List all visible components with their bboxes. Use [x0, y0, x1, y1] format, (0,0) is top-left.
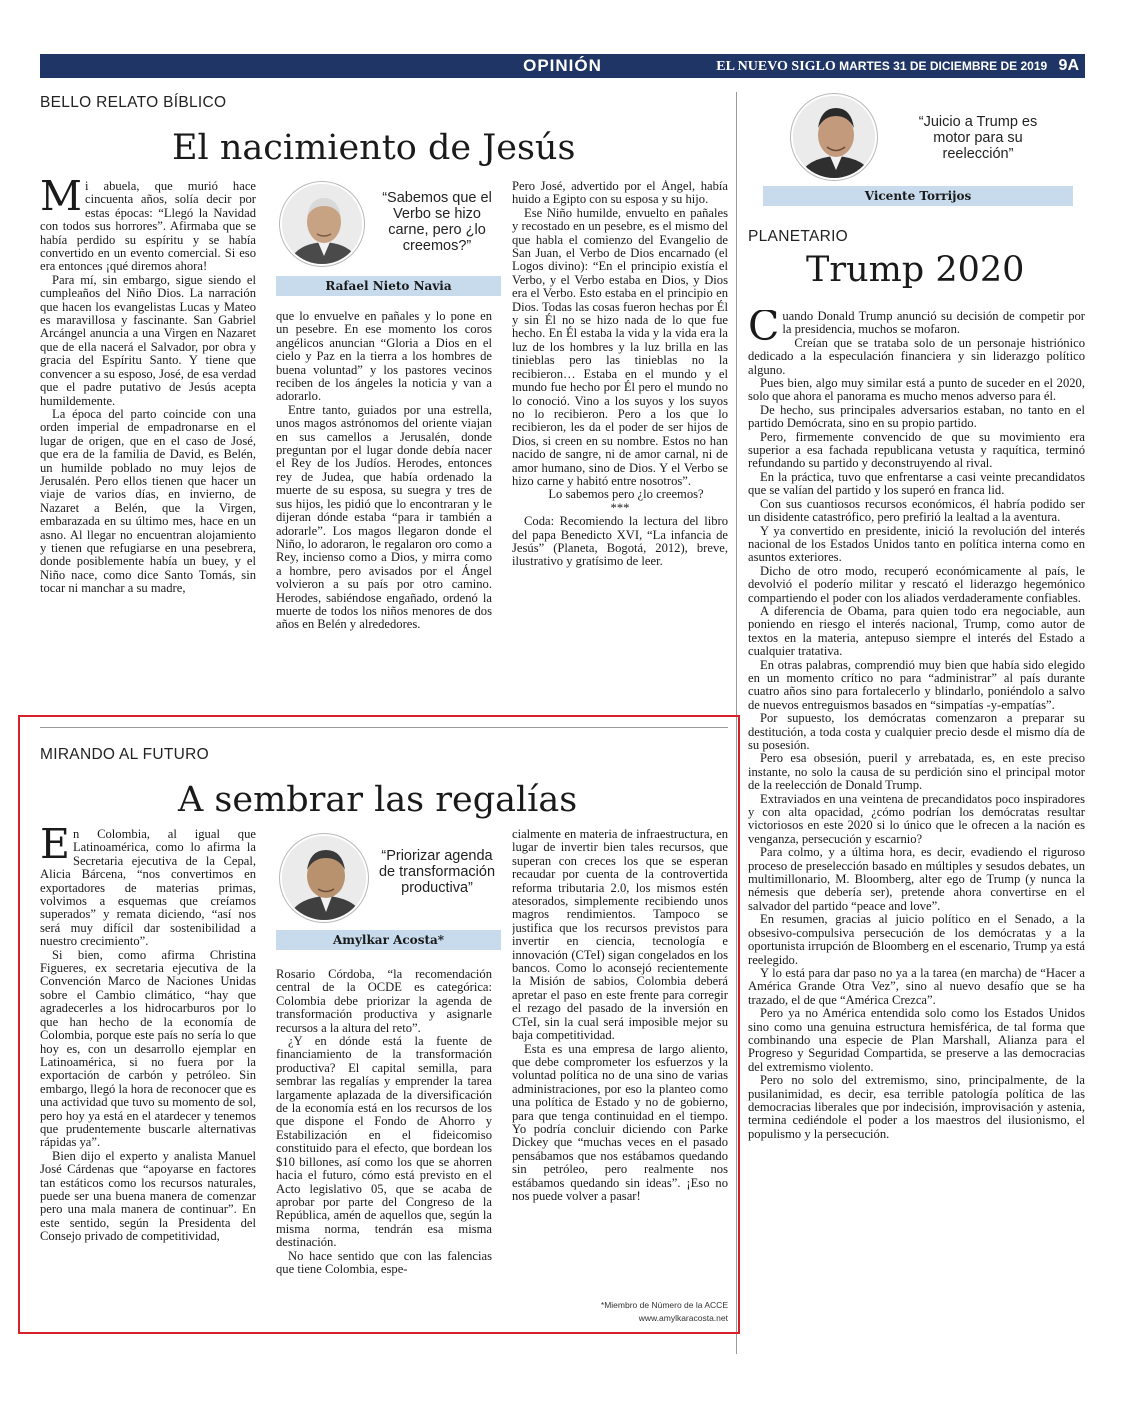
article1-paragraph: Para mí, sin embargo, sigue siendo el cumpleaños del Niño Dios. La narración que hacen los evangelistas Lucas y Mateo es maravillosa y fascinante. San Gabriel Arcángel anuncia a una Virgen en Nazaret que de ella nacerá el Salvador, por obra y gracia del Espíritu Santo. Y tiene que convencer a su esposo, José, de esa verdad que el padre putativo de Jesús acepta humildemente.: [40, 272, 256, 408]
article3-paragraph: Dicho de otro modo, recuperó económicamente al país, le devolvió el poderío militar y rescató el liderazgo hegemónico compartiendo el poder con los aliados verdaderamente confiables.: [748, 563, 1085, 605]
page-number: 9A: [1058, 57, 1079, 74]
article1-paragraph: Coda: Recomiendo la lectura del libro del papa Benedicto XVI, “La infancia de Jesús” (Planeta, Bogotá, 2012), breve, ilustrativo y gratísimo de leer.: [512, 514, 728, 569]
article3-paragraph: Pero esa obsesión, pueril y arrebatada, es, en este preciso instante, no solo la causa de su perdición sino el principal motor de la reelección de Donald Trump.: [748, 751, 1085, 793]
article3-paragraph: A diferencia de Obama, para quien todo era negociable, aun poniendo en riesgo el interés nacional, Trump, como autor de textos en la materia, antepuso siempre el interés del Estado a cualquier tratativa.: [748, 603, 1085, 659]
article3-paragraph: En la práctica, tuvo que enfrentarse a casi veinte precandidatos que se valían del partido y los superó en franca lid.: [748, 469, 1085, 498]
article1-column-3: [512, 180, 728, 718]
article3-paragraph: Y ya convertido en presidente, inició la revolución del interés nacional de los Estados Unidos tanto en política interna como en asuntos exteriores.: [748, 523, 1085, 565]
article1-paragraph: La época del parto coincide con una orden imperial de empadronarse en el lugar de origen, que en el caso de José, que era de la familia de David, es Belén, un humilde poblado no muy lejos de Jerusalén. Pero ellos tienen que hacer un viaje de varios días, en invierno, de Nazaret a Belén, que la Virgen, embarazada en su último mes, hace en un asno. Al llegar no encuentran alojamiento y tienen que refugiarse en una pesebrera, donde posiblemente había un buey, y el Niño nace, como dice Santo Tomás, sin tocar ni manchar a su madre,: [40, 406, 256, 596]
article3-paragraph: De hecho, sus principales adversarios estaban, no tanto en el partido Demócrata, sino en su propio partido.: [748, 402, 1085, 431]
article2-paragraph: cialmente en materia de infraestructura, en lugar de invertir bien tales recursos, que superan con creces los que se esperan recaudar por cuenta de la controvertida reforma tributaria 2.0, los mismos estén atesorados, simplemente recibiendo unos magros rendimientos. Tampoco se justifica que los recursos previstos para invertir en ciencia, tecnología e innovación (CTeI) sigan congelados en los bancos. Como lo aconsejó recientemente la Misión de sabios, Colombia deberá apretar el paso en este frente para corregir el rezago del pasado de la inversión en CTeI, sin la cual será imposible mejor su baja competitividad.: [512, 828, 728, 1043]
article3-paragraph: Creían que se trataba solo de un personaje histriónico dedicado a la especulación financiera y sin liderazgo político alguno.: [748, 335, 1085, 377]
section-title: OPINIÓN: [523, 56, 602, 75]
article2-author-name: Amylkar Acosta*: [276, 930, 501, 950]
masthead-info: [716, 57, 1079, 75]
article3-pull-quote-box: [763, 92, 1073, 208]
article3-pull-quote: “Juicio a Trump es motor para su reelección”: [918, 114, 1038, 162]
author-portrait-illustration: [282, 184, 364, 266]
article1-dropcap: M: [40, 180, 82, 220]
author-portrait: [280, 182, 364, 266]
article3-paragraph: Por supuesto, los demócratas comenzaron a preparar su destitución, a toda costa y cualquier precio desde el mismo día de su posesión.: [748, 711, 1085, 752]
article1-paragraph: Entre tanto, guiados por una estrella, unos magos astrónomos del oriente viajan en sus camellos a Jerusalén, donde preguntan por el lugar donde debía nacer el Rey de los Judíos. Herodes, entonces rey de Judea, que había ordenado la muerte de su esposa, su suegra y tres de sus hijos, les pidió que lo encontraran y le dijeran dónde estaba “para ir también a adorarle”. Los magos llegaron donde el Niño, lo adoraron, le regalaron oro como a Rey, incienso como a Dios, y mirra como a hombre, pero avisados por el Ángel volvieron a su país por otro camino. Herodes, sabiéndose engañado, ordenó la muerte de todos los niños menores de dos años en Belén y alrededores.: [276, 402, 492, 632]
article3-paragraph: Extraviados en una veintena de precandidatos poco inspiradores y con alta opacidad, ¿cómo podrían los demócratas resultar victoriosos en este 2020 si lo único que le ofrecen a la nación es venganza, persecución y escarnio?: [748, 791, 1085, 846]
article1-pull-quote: “Sabemos que el Verbo se hizo carne, pero ¿lo creemos?”: [382, 190, 492, 254]
article2-dropcap: E: [40, 828, 70, 868]
article2-paragraph: Si bien, como afirma Christina Figueres, ex secretaria ejecutiva de la Convención Marco de Naciones Unidas sobre el Cambio climático, “hay que agradecerles a los hidrocarburos por lo que han hecho de la economía de Colombia, porque este país no sería lo que hoy es, con un desarrollo ejemplar en Latinoamérica, si no fuera por la exportación de carbón y petróleo. Sin embargo, llegó la hora de reconocer que es una actividad que tuvo su momento de sol, pero hoy ya está en el atardecer y tenemos que prudentemente buscarle alternativas rápidas ya”.: [40, 947, 256, 1150]
article1-paragraph: Lo sabemos pero ¿lo creemos?: [548, 487, 704, 502]
article2-paragraph: Rosario Córdoba, “la recomendación central de la OCDE es categórica: Colombia debe priorizar la agenda de transformación productiva y asignarle recursos a la altura del reto”.: [276, 968, 492, 1035]
article1-kicker: BELLO RELATO BÍBLICO: [40, 94, 227, 111]
article3-headline: Trump 2020: [806, 250, 1025, 290]
article1-separator: ***: [610, 500, 630, 515]
article1-column-1: [40, 180, 256, 718]
article1-paragraph: i abuela, que murió hace cincuenta años, solía decir por estas épocas: “Llegó la Navidad con todos sus horrores”. Afirmaba que se había perdido su espíritu y se había convertido en un evento comercial. Si eso era entonces ¡qué diremos ahora!: [40, 180, 256, 274]
article2-kicker: MIRANDO AL FUTURO: [40, 746, 210, 763]
highlight-frame: [18, 715, 740, 1334]
article1-paragraph: que lo envuelve en pañales y lo pone en un pesebre. En ese momento los coros angélicos anuncian “Gloria a Dios en el cielo y Paz en la tierra a los hombres de buena voluntad” y los pastores vecinos reciben de los ángeles la noticia y van a adorarlo.: [276, 310, 492, 404]
article3-kicker: PLANETARIO: [748, 228, 849, 245]
article2-paragraph: No hace sentido que con las falencias que tiene Colombia, espe-: [276, 1248, 492, 1276]
article3-paragraph: Con sus cuantiosos recursos económicos, él habría podido ser un disidente catastrófico, pero prefirió la lealtad a la aventura.: [748, 496, 1085, 525]
section-header-bar: [40, 54, 1085, 78]
article2-paragraph: Esta es una empresa de largo aliento, que debe comprometer los esfuerzos y la voluntad política no de una sino de varias administraciones, por eso la planteo como una política de Estado y no de gobierno, para que tenga continuidad en el tiempo. Yo podría concluir diciendo con Parke Dickey que “muchas veces en el pasado pensábamos que nos estábamos quedando sin petróleo, pero realmente nos estábamos quedando sin ideas”. ¡Eso no nos puede volver a pasar!: [512, 1041, 728, 1203]
article3-paragraph: Pero ya no América entendida solo como los Estados Unidos sino como una genuina estructura hemisférica, de tal forma que combinando una especie de Plan Marshall, Alianza para el Progreso y Seguridad Compartida, se preserve a las democracias del extremismo violento.: [748, 1006, 1085, 1074]
article1-pull-quote-box: [276, 180, 501, 296]
article3-paragraph: Para colmo, y a última hora, es decir, evadiendo el riguroso proceso de preselección basado en múltiples y sesudos debates, un multimillonario, M. Bloomberg, alter ego de Trump (y nunca la némesis que debería ser), pretende ahora convertirse en el salvador del partido “peace and love”.: [748, 845, 1085, 913]
article2-paragraph: n Colombia, al igual que Latinoamérica, como lo afirma la Secretaria ejecutiva de la Cepal, Alicia Bárcena, “nos convertimos en exportadores de materias primas, volvimos a esquemas que creíamos superados” y remata diciendo, “así nos será muy difícil dar sostenibilidad a nuestro crecimiento”.: [40, 828, 256, 949]
article3-column: [748, 310, 1085, 1350]
article2-paragraph: ¿Y en dónde está la fuente de financiamiento de la transformación productiva? El capital semilla, para sembrar las regalías y emprender la tarea largamente aplazada de la diversificación de la economía está en los recursos de los que dispone el Fondo de Ahorro y Estabilización en el fideicomiso constituido para el efecto, que bordean los $10 billones, así como los que se ahorren hacia el futuro, cómo está previsto en el Acto legislativo 05, que se acaba de aprobar por parte del Congreso de la República, amén de aquellos que, según la misma norma, tendrán esa misma destinación.: [276, 1034, 492, 1250]
article3-paragraph: En otras palabras, comprendió muy bien que había sido elegido en un momento crítico no para “administrar” al país durante cuatro años sino para fortalecerlo y blindarlo, poniéndolo a salvo de nuevos entreguismos basados en “simpatías -y-empatías”.: [748, 657, 1085, 712]
article2-website: www.amylkaracosta.net: [638, 1313, 728, 1323]
article3-paragraph: Pues bien, algo muy similar está a punto de suceder en el 2020, solo que ahora el panorama es mucho menos adverso para él.: [748, 376, 1085, 404]
article3-paragraph: Y lo está para dar paso no ya a la tarea (en marcha) de “Hacer a América Grande Otra Vez”, sino al nuevo desafío que se ha trazado, el de que “América Crezca”.: [748, 965, 1085, 1007]
author-portrait-illustration: [793, 96, 877, 180]
article3-author-name: Vicente Torrijos: [763, 186, 1073, 206]
article3-dropcap: C: [748, 310, 780, 350]
article2-headline: A sembrar las regalías: [178, 780, 578, 820]
article3-paragraph: uando Donald Trump anunció su decisión de competir por la presidencia, muchos se mofaron.: [782, 310, 1085, 337]
article3-paragraph: Pero no solo del extremismo, sino, principalmente, de la pusilanimidad, es decir, esa terrible patología política de las democracias liberales que por indecisión, improvisación y astenia, termina cediéndole el poder a los maestros del ilusionismo, el populismo y la persecución.: [748, 1073, 1085, 1141]
issue-date: MARTES 31 DE DICIEMBRE DE 2019: [839, 59, 1048, 73]
paper-name: EL NUEVO SIGLO: [716, 59, 836, 74]
author-portrait: [791, 94, 877, 180]
article1-paragraph: Pero José, advertido por el Ángel, había huido a Egipto con su esposa y su hijo.: [512, 180, 728, 207]
article2-footnote: *Miembro de Número de la ACCE: [600, 1300, 728, 1310]
article2-paragraph: Bien dijo el experto y analista Manuel José Cárdenas que “apoyarse en factores tan estáticos como los recursos naturales, puede ser una buena manera de comenzar pero una mala manera de continuar”. En este sentido, según la Presidenta del Consejo privado de competitividad,: [40, 1148, 256, 1244]
article3-paragraph: En resumen, gracias al juicio político en el Senado, a la obsesivo-compulsiva persecución de los demócratas y a la oportunista irrupción de Bloomberg en el escenario, Trump ya está reelegido.: [748, 912, 1085, 967]
article1-headline: El nacimiento de Jesús: [172, 128, 576, 168]
article1-column-2: [276, 310, 492, 718]
article3-paragraph: Pero, firmemente convencido de que su movimiento era superior a esa fachada republicana vetusta y raquítica, terminó refundando su partido y deconstruyendo al rival.: [748, 429, 1085, 471]
article2-pull-quote: “Priorizar agenda de transformación productiva”: [378, 848, 496, 896]
article1-paragraph: Ese Niño humilde, envuelto en pañales y recostado en un pesebre, es el mismo del que habla el comienzo del Evangelio de San Juan, el Verbo de Dios encarnado (el Logos divino): “En el principio existía el Verbo, y el Verbo estaba en Dios, y Dios era el Verbo. Esto estaba en el principio en Dios. Todas las cosas fueron hechas por Él y sin Él no se hizo nada de lo que fue hecho. En Él estaba la vida y la vida era la luz de los hombres y la luz brilla en las tinieblas pero las tinieblas no la recibieron… Estaba en el mundo y el mundo fue hecho por Él pero el mundo no lo conoció. Vino a los suyos y los suyos no lo recibieron. Pero a los que lo recibieron, les da el poder de ser hijos de Dios, si creen en su nombre. Estos no han nacido de sangre, ni de amor carnal, ni de amor humano, sino de Dios. Y el Verbo se hizo carne y habitó entre nosotros”.: [512, 205, 728, 488]
article1-author-name: Rafael Nieto Navia: [276, 276, 501, 296]
